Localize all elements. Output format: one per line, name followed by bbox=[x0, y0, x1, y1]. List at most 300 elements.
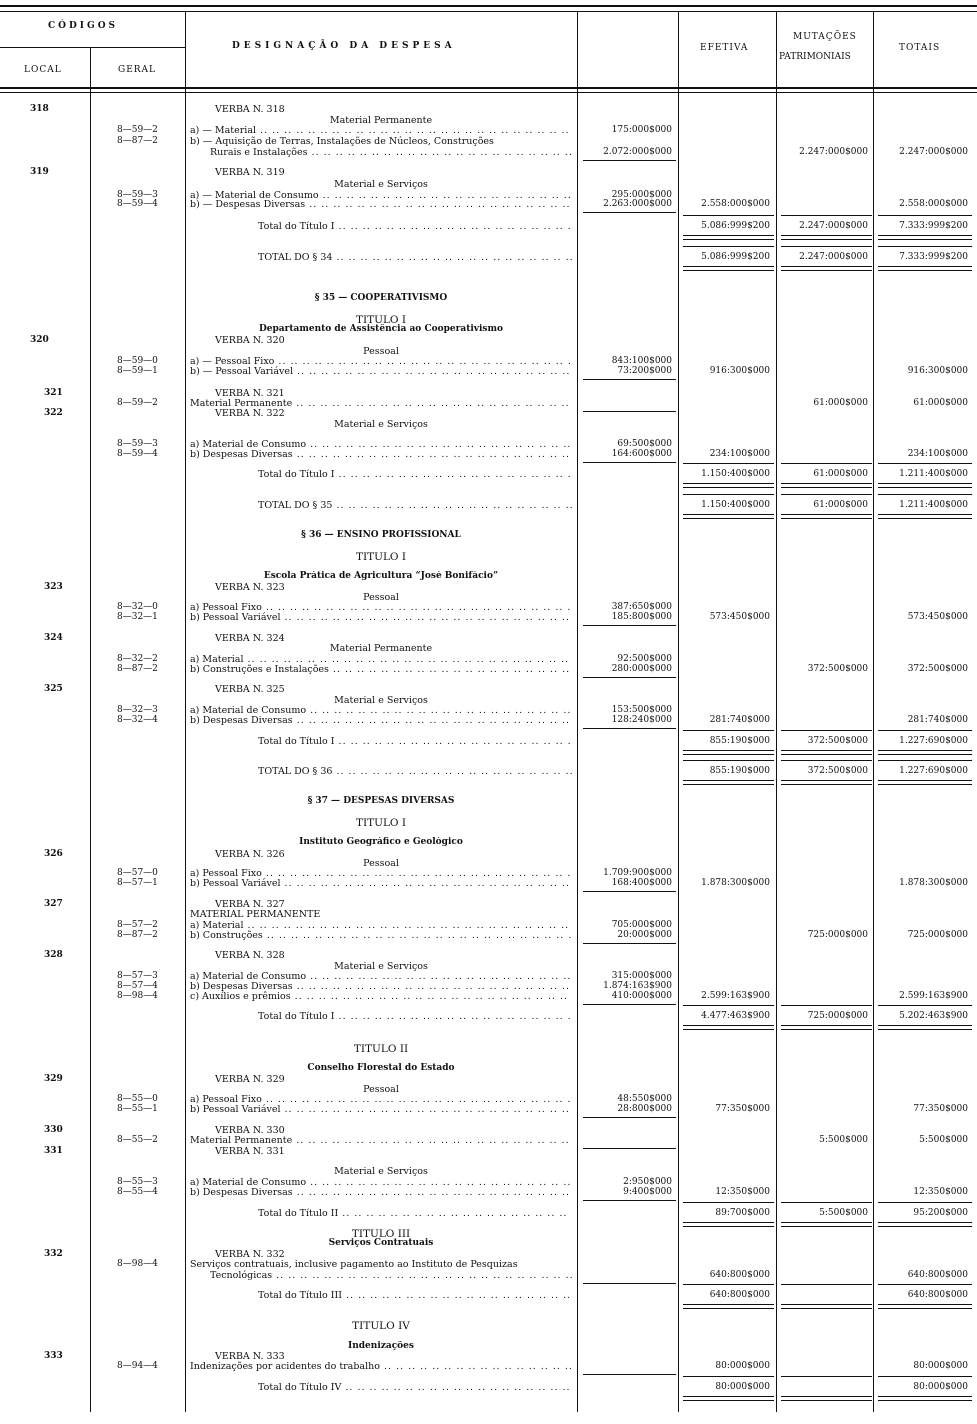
sum-rule bbox=[583, 1283, 676, 1284]
amount-eff: 1.150:400$000 bbox=[701, 469, 770, 479]
group-heading: Material e Serviços bbox=[334, 419, 428, 430]
verba-heading: VERBA N. 321 bbox=[215, 388, 285, 399]
geral-code: 8—59—2 bbox=[117, 398, 158, 408]
local-code: 329 bbox=[44, 1074, 63, 1084]
sum-rule bbox=[781, 1222, 872, 1227]
amount-eff: 573:450$000 bbox=[709, 612, 770, 622]
amount-tot: 281:740$000 bbox=[907, 715, 968, 725]
geral-code: 8—59—4 bbox=[117, 199, 158, 209]
amount-sub: 705:000$000 bbox=[611, 920, 672, 930]
sum-rule bbox=[781, 463, 872, 464]
sum-rule bbox=[781, 1396, 872, 1401]
amount-tot: 61:000$000 bbox=[913, 398, 968, 408]
sum-rule bbox=[781, 1025, 872, 1030]
sum-rule bbox=[683, 494, 774, 495]
amount-tot: 1.227:690$000 bbox=[899, 736, 968, 746]
group-heading: Material e Serviços bbox=[334, 1166, 428, 1177]
expense-item: a) Material de Consumo .. .. bbox=[190, 1177, 572, 1188]
sum-rule bbox=[878, 1376, 972, 1377]
titulo-heading: TITULO II bbox=[353, 1043, 409, 1055]
amount-tot: 725:000$000 bbox=[907, 930, 968, 940]
sum-rule bbox=[583, 891, 676, 892]
codigos-divider bbox=[0, 47, 185, 48]
amount-mut: 2.247:000$000 bbox=[799, 221, 868, 231]
expense-item: a) Material de Consumo .. .. bbox=[190, 705, 572, 716]
amount-sub: 1.874:163$900 bbox=[603, 981, 672, 991]
verba-heading: VERBA N. 331 bbox=[215, 1146, 285, 1157]
sum-rule bbox=[583, 1148, 676, 1149]
amount-tot: 80:000$000 bbox=[913, 1382, 968, 1392]
group-heading: Pessoal bbox=[363, 346, 399, 357]
titulo-heading: TITULO I bbox=[355, 817, 407, 829]
sum-rule bbox=[683, 730, 774, 731]
sum-rule bbox=[781, 1376, 872, 1377]
section-heading: Instituto Geográfico e Geológico bbox=[299, 837, 463, 847]
expense-item: b) Pessoal Variável .. .. bbox=[190, 878, 572, 889]
amount-sub: 73:200$000 bbox=[617, 366, 672, 376]
title-total: Total do Título II .. .. bbox=[258, 1208, 572, 1219]
amount-mut: 372:500$000 bbox=[807, 736, 868, 746]
verba-heading: VERBA N. 318 bbox=[215, 104, 285, 115]
amount-eff: 281:740$000 bbox=[709, 715, 770, 725]
sum-rule bbox=[781, 494, 872, 495]
amount-sub: 280:000$000 bbox=[611, 664, 672, 674]
group-heading: Pessoal bbox=[363, 858, 399, 869]
amount-mut: 2.247:000$000 bbox=[799, 147, 868, 157]
verba-heading: VERBA N. 330 bbox=[215, 1125, 285, 1136]
expense-item: a) — Material de Consumo .. .. bbox=[190, 190, 572, 201]
geral-code: 8—87—2 bbox=[117, 664, 158, 674]
expense-item-continued: Tecnológicas .. .. bbox=[210, 1270, 572, 1281]
geral-code: 8—32—2 bbox=[117, 654, 158, 664]
local-code: 333 bbox=[44, 1351, 63, 1361]
sum-rule bbox=[878, 235, 972, 240]
geral-code: 8—98—4 bbox=[117, 991, 158, 1001]
sum-rule bbox=[878, 246, 972, 247]
title-total: Total do Título I .. .. bbox=[258, 1011, 572, 1022]
local-code: 328 bbox=[44, 950, 63, 960]
local-code: 327 bbox=[44, 899, 63, 909]
amount-eff: 2.558:000$000 bbox=[701, 199, 770, 209]
amount-sub: 295:000$000 bbox=[611, 190, 672, 200]
expense-item: b) Construções e Instalações .. .. bbox=[190, 664, 572, 675]
title-total: Total do Título I .. .. bbox=[258, 221, 572, 232]
expense-item: MATERIAL PERMANENTE bbox=[190, 909, 321, 920]
amount-tot: 5.202:463$900 bbox=[899, 1011, 968, 1021]
verba-heading: VERBA N. 328 bbox=[215, 950, 285, 961]
amount-mut: 61:000$000 bbox=[813, 469, 868, 479]
sum-rule bbox=[683, 1396, 774, 1401]
titulo-heading: TITULO IV bbox=[352, 1320, 410, 1332]
expense-item-continued: Rurais e Instalações .. .. bbox=[210, 147, 572, 158]
expense-item: Material Permanente .. .. bbox=[190, 398, 572, 409]
verba-heading: VERBA N. 323 bbox=[215, 582, 285, 593]
title-total: Total do Título I .. .. bbox=[258, 736, 572, 747]
sum-rule bbox=[878, 1005, 972, 1006]
sum-rule bbox=[878, 215, 972, 216]
amount-eff: 855:190$000 bbox=[709, 736, 770, 746]
section-heading: § 36 — ENSINO PROFISSIONAL bbox=[301, 530, 461, 540]
geral-code: 8—32—4 bbox=[117, 715, 158, 725]
geral-code: 8—32—0 bbox=[117, 602, 158, 612]
geral-code: 8—59—1 bbox=[117, 366, 158, 376]
header-geral: GERAL bbox=[118, 65, 157, 75]
expense-item: b) — Despesas Diversas .. .. bbox=[190, 199, 572, 210]
sum-rule bbox=[683, 1005, 774, 1006]
sum-rule bbox=[583, 1004, 676, 1005]
amount-eff: 1.878:300$000 bbox=[701, 878, 770, 888]
expense-item: a) Material de Consumo .. .. bbox=[190, 439, 572, 450]
sum-rule bbox=[781, 215, 872, 216]
group-heading: Pessoal bbox=[363, 1084, 399, 1095]
section-heading: Departamento de Assistência ao Cooperativismo bbox=[258, 324, 504, 334]
col-line-geral bbox=[185, 11, 186, 1412]
expense-item: c) Auxílios e prêmios .. .. bbox=[190, 991, 572, 1002]
amount-tot: 7.333:999$200 bbox=[899, 252, 968, 262]
geral-code: 8—57—2 bbox=[117, 920, 158, 930]
verba-heading: VERBA N. 325 bbox=[215, 684, 285, 695]
amount-sub: 168:400$000 bbox=[611, 878, 672, 888]
amount-sub: 9:400$000 bbox=[623, 1187, 672, 1197]
amount-eff: 80:000$000 bbox=[715, 1382, 770, 1392]
expense-item: Indenizações por acidentes do trabalho .. .. bbox=[190, 1361, 572, 1372]
sum-rule bbox=[683, 760, 774, 761]
sum-rule bbox=[878, 1284, 972, 1285]
amount-tot: 640:800$000 bbox=[907, 1290, 968, 1300]
col-line-efetiva bbox=[776, 11, 777, 1412]
expense-item: a) Material .. .. bbox=[190, 920, 572, 931]
geral-code: 8—55—0 bbox=[117, 1094, 158, 1104]
local-code: 318 bbox=[30, 104, 49, 114]
expense-item: a) Pessoal Fixo .. .. bbox=[190, 868, 572, 879]
amount-mut: 372:500$000 bbox=[807, 766, 868, 776]
amount-tot: 5:500$000 bbox=[919, 1135, 968, 1145]
sum-rule bbox=[878, 730, 972, 731]
sum-rule bbox=[781, 235, 872, 240]
title-total: Total do Título III .. .. bbox=[258, 1290, 572, 1301]
sum-rule bbox=[583, 160, 676, 161]
verba-heading: VERBA N. 329 bbox=[215, 1074, 285, 1085]
geral-code: 8—87—2 bbox=[117, 930, 158, 940]
geral-code: 8—57—4 bbox=[117, 981, 158, 991]
group-heading: Material e Serviços bbox=[334, 695, 428, 706]
amount-tot: 2.558:000$000 bbox=[899, 199, 968, 209]
sum-rule bbox=[781, 514, 872, 519]
local-code: 326 bbox=[44, 849, 63, 859]
geral-code: 8—59—2 bbox=[117, 125, 158, 135]
amount-eff: 80:000$000 bbox=[715, 1361, 770, 1371]
sum-rule bbox=[683, 1304, 774, 1309]
sum-rule bbox=[683, 235, 774, 240]
amount-eff: 5.086:999$200 bbox=[701, 252, 770, 262]
header-bottom-rule bbox=[0, 87, 977, 89]
section-heading: Indenizações bbox=[348, 1341, 414, 1351]
sum-rule bbox=[583, 1374, 676, 1375]
amount-mut: 5:500$000 bbox=[819, 1135, 868, 1145]
sum-rule bbox=[781, 1304, 872, 1309]
header-bottom-rule-inner bbox=[0, 92, 977, 93]
amount-sub: 20:000$000 bbox=[617, 930, 672, 940]
amount-mut: 725:000$000 bbox=[807, 930, 868, 940]
verba-heading: VERBA N. 320 bbox=[215, 335, 285, 346]
amount-eff: 640:800$000 bbox=[709, 1290, 770, 1300]
sum-rule bbox=[683, 1376, 774, 1377]
expense-item: Serviços contratuais, inclusive pagamento ao Instituto de Pesquizas bbox=[190, 1259, 518, 1270]
top-rule-inner bbox=[0, 11, 977, 12]
geral-code: 8—94—4 bbox=[117, 1361, 158, 1371]
local-code: 330 bbox=[44, 1125, 63, 1135]
amount-tot: 234:100$000 bbox=[907, 449, 968, 459]
amount-eff: 916:300$000 bbox=[709, 366, 770, 376]
sum-rule bbox=[683, 246, 774, 247]
amount-tot: 80:000$000 bbox=[913, 1361, 968, 1371]
amount-mut: 61:000$000 bbox=[813, 500, 868, 510]
local-code: 319 bbox=[30, 167, 49, 177]
titulo-heading: TITULO III bbox=[351, 1228, 411, 1240]
local-code: 325 bbox=[44, 684, 63, 694]
geral-code: 8—55—2 bbox=[117, 1135, 158, 1145]
verba-heading: VERBA N. 319 bbox=[215, 167, 285, 178]
group-heading: Material e Serviços bbox=[334, 961, 428, 972]
sum-rule bbox=[583, 943, 676, 944]
amount-mut: 61:000$000 bbox=[813, 398, 868, 408]
local-code: 322 bbox=[44, 408, 63, 418]
amount-sub: 387:650$000 bbox=[611, 602, 672, 612]
sum-rule bbox=[683, 483, 774, 488]
amount-sub: 410:000$000 bbox=[611, 991, 672, 1001]
title-total: Total do Título IV .. .. bbox=[258, 1382, 572, 1393]
amount-sub: 28:800$000 bbox=[617, 1104, 672, 1114]
sum-rule bbox=[683, 1202, 774, 1203]
sum-rule bbox=[878, 780, 972, 785]
group-heading: Material e Serviços bbox=[334, 179, 428, 190]
geral-code: 8—87—2 bbox=[117, 136, 158, 146]
col-line-mutacoes bbox=[873, 11, 874, 1412]
sum-rule bbox=[583, 462, 676, 463]
sum-rule bbox=[781, 1202, 872, 1203]
amount-sub: 2:950$000 bbox=[623, 1177, 672, 1187]
amount-tot: 1.878:300$000 bbox=[899, 878, 968, 888]
amount-eff: 77:350$000 bbox=[715, 1104, 770, 1114]
group-heading: Pessoal bbox=[363, 592, 399, 603]
amount-eff: 2.599:163$900 bbox=[701, 991, 770, 1001]
sum-rule bbox=[878, 760, 972, 761]
expense-item: b) Despesas Diversas .. .. bbox=[190, 981, 572, 992]
geral-code: 8—98—4 bbox=[117, 1259, 158, 1269]
section-total: TOTAL DO § 36 .. .. bbox=[258, 766, 572, 777]
sum-rule bbox=[781, 266, 872, 271]
local-code: 323 bbox=[44, 582, 63, 592]
sum-rule bbox=[781, 246, 872, 247]
sum-rule bbox=[781, 780, 872, 785]
amount-sub: 153:500$000 bbox=[611, 705, 672, 715]
amount-sub: 92:500$000 bbox=[617, 654, 672, 664]
header-local: LOCAL bbox=[24, 65, 62, 75]
amount-sub: 185:800$000 bbox=[611, 612, 672, 622]
sum-rule bbox=[683, 1284, 774, 1285]
local-code: 320 bbox=[30, 335, 49, 345]
sum-rule bbox=[878, 750, 972, 755]
expense-item: b) Despesas Diversas .. .. bbox=[190, 715, 572, 726]
sum-rule bbox=[583, 1117, 676, 1118]
amount-eff: 855:190$000 bbox=[709, 766, 770, 776]
amount-sub: 175:000$000 bbox=[611, 125, 672, 135]
verba-heading: VERBA N. 324 bbox=[215, 633, 285, 644]
section-heading: Serviços Contratuais bbox=[328, 1238, 434, 1248]
amount-sub: 128:240$000 bbox=[611, 715, 672, 725]
top-rule bbox=[0, 5, 977, 7]
expense-item: b) Despesas Diversas .. .. bbox=[190, 1187, 572, 1198]
amount-tot: 640:800$000 bbox=[907, 1270, 968, 1280]
sum-rule bbox=[583, 411, 676, 412]
local-code: 324 bbox=[44, 633, 63, 643]
amount-eff: 5.086:999$200 bbox=[701, 221, 770, 231]
amount-tot: 1.227:690$000 bbox=[899, 766, 968, 776]
col-line-local bbox=[90, 47, 91, 1412]
amount-sub: 48:550$000 bbox=[617, 1094, 672, 1104]
amount-tot: 372:500$000 bbox=[907, 664, 968, 674]
amount-eff: 234:100$000 bbox=[709, 449, 770, 459]
section-heading: § 35 — COOPERATIVISMO bbox=[314, 293, 448, 303]
sum-rule bbox=[781, 760, 872, 761]
sum-rule bbox=[878, 1202, 972, 1203]
expense-item: b) — Aquisição de Terras, Instalações de Núcleos, Construções bbox=[190, 136, 494, 147]
sum-rule bbox=[583, 728, 676, 729]
sum-rule bbox=[781, 1005, 872, 1006]
sum-rule bbox=[683, 514, 774, 519]
amount-mut: 5:500$000 bbox=[819, 1208, 868, 1218]
local-code: 331 bbox=[44, 1146, 63, 1156]
geral-code: 8—55—1 bbox=[117, 1104, 158, 1114]
amount-eff: 640:800$000 bbox=[709, 1270, 770, 1280]
geral-code: 8—32—1 bbox=[117, 612, 158, 622]
section-heading: § 37 — DESPESAS DIVERSAS bbox=[307, 796, 455, 806]
amount-tot: 77:350$000 bbox=[913, 1104, 968, 1114]
sum-rule bbox=[781, 1284, 872, 1285]
sum-rule bbox=[781, 483, 872, 488]
sum-rule bbox=[583, 379, 676, 380]
amount-tot: 12:350$000 bbox=[913, 1187, 968, 1197]
header-efetiva: EFETIVA bbox=[700, 43, 749, 53]
amount-sub: 2.263:000$000 bbox=[603, 199, 672, 209]
expense-item: Material Permanente .. .. bbox=[190, 1135, 572, 1146]
geral-code: 8—55—3 bbox=[117, 1177, 158, 1187]
amount-mut: 725:000$000 bbox=[807, 1011, 868, 1021]
header-mutacoes: MUTAÇÕES bbox=[793, 32, 857, 42]
section-heading: Escola Prática de Agricultura “José Bonifácio” bbox=[263, 571, 499, 581]
section-heading: Conselho Florestal do Estado bbox=[307, 1063, 455, 1073]
sum-rule bbox=[878, 463, 972, 464]
sum-rule bbox=[583, 212, 676, 213]
sum-rule bbox=[583, 1200, 676, 1201]
titulo-heading: TITULO I bbox=[355, 551, 407, 563]
expense-item: a) Material de Consumo .. .. bbox=[190, 971, 572, 982]
col-line-sub bbox=[678, 11, 679, 1412]
amount-eff: 4.477:463$900 bbox=[701, 1011, 770, 1021]
sum-rule bbox=[878, 494, 972, 495]
header-designacao: DESIGNAÇÃO DA DESPESA bbox=[232, 41, 456, 51]
verba-heading: VERBA N. 322 bbox=[215, 408, 285, 419]
sum-rule bbox=[878, 1025, 972, 1030]
header-codigos: CÓDIGOS bbox=[48, 21, 119, 31]
amount-sub: 69:500$000 bbox=[617, 439, 672, 449]
section-total: TOTAL DO § 35 .. .. bbox=[258, 500, 572, 511]
sum-rule bbox=[683, 215, 774, 216]
amount-tot: 1.211:400$000 bbox=[899, 500, 968, 510]
amount-tot: 2.247:000$000 bbox=[899, 147, 968, 157]
sum-rule bbox=[878, 514, 972, 519]
header-totais: TOTAIS bbox=[899, 43, 941, 53]
amount-tot: 916:300$000 bbox=[907, 366, 968, 376]
local-code: 332 bbox=[44, 1249, 63, 1259]
geral-code: 8—55—4 bbox=[117, 1187, 158, 1197]
amount-sub: 1.709:900$000 bbox=[603, 868, 672, 878]
amount-mut: 2.247:000$000 bbox=[799, 252, 868, 262]
expense-item: a) Material .. .. bbox=[190, 654, 572, 665]
expense-item: a) Pessoal Fixo .. .. bbox=[190, 1094, 572, 1105]
amount-eff: 89:700$000 bbox=[715, 1208, 770, 1218]
section-total: TOTAL DO § 34 .. .. bbox=[258, 252, 572, 263]
header-patrimoniais: PATRIMONIAIS bbox=[779, 52, 851, 62]
amount-tot: 1.211:400$000 bbox=[899, 469, 968, 479]
geral-code: 8—59—3 bbox=[117, 439, 158, 449]
amount-sub: 315:000$000 bbox=[611, 971, 672, 981]
expense-item: b) Despesas Diversas .. .. bbox=[190, 449, 572, 460]
geral-code: 8—57—0 bbox=[117, 868, 158, 878]
amount-sub: 164:600$000 bbox=[611, 449, 672, 459]
amount-tot: 95:200$000 bbox=[913, 1208, 968, 1218]
expense-item: b) Pessoal Variável .. .. bbox=[190, 612, 572, 623]
geral-code: 8—59—4 bbox=[117, 449, 158, 459]
sum-rule bbox=[683, 750, 774, 755]
geral-code: 8—32—3 bbox=[117, 705, 158, 715]
verba-heading: VERBA N. 327 bbox=[215, 899, 285, 910]
expense-item: a) — Pessoal Fixo .. .. bbox=[190, 356, 572, 367]
expense-item: a) Pessoal Fixo .. .. bbox=[190, 602, 572, 613]
sum-rule bbox=[583, 677, 676, 678]
sum-rule bbox=[878, 1396, 972, 1401]
sum-rule bbox=[683, 266, 774, 271]
title-total: Total do Título I .. .. bbox=[258, 469, 572, 480]
amount-sub: 2.072:000$000 bbox=[603, 147, 672, 157]
sum-rule bbox=[683, 463, 774, 464]
sum-rule bbox=[781, 750, 872, 755]
expense-item: a) — Material .. .. bbox=[190, 125, 572, 136]
sum-rule bbox=[878, 266, 972, 271]
expense-item: b) Construções .. .. bbox=[190, 930, 572, 941]
sum-rule bbox=[878, 1222, 972, 1227]
geral-code: 8—59—3 bbox=[117, 190, 158, 200]
group-heading: Material Permanente bbox=[329, 115, 433, 126]
geral-code: 8—59—0 bbox=[117, 356, 158, 366]
amount-tot: 7.333:999$200 bbox=[899, 221, 968, 231]
amount-tot: 2.599:163$900 bbox=[899, 991, 968, 1001]
geral-code: 8—57—1 bbox=[117, 878, 158, 888]
expense-item: b) — Pessoal Variável .. .. bbox=[190, 366, 572, 377]
amount-mut: 372:500$000 bbox=[807, 664, 868, 674]
amount-eff: 12:350$000 bbox=[715, 1187, 770, 1197]
amount-eff: 1.150:400$000 bbox=[701, 500, 770, 510]
sum-rule bbox=[878, 1304, 972, 1309]
sum-rule bbox=[878, 483, 972, 488]
geral-code: 8—57—3 bbox=[117, 971, 158, 981]
local-code: 321 bbox=[44, 388, 63, 398]
verba-heading: VERBA N. 333 bbox=[215, 1351, 285, 1362]
sum-rule bbox=[781, 730, 872, 731]
sum-rule bbox=[583, 625, 676, 626]
titulo-heading: TITULO I bbox=[355, 314, 407, 326]
col-line-desc bbox=[577, 11, 578, 1412]
